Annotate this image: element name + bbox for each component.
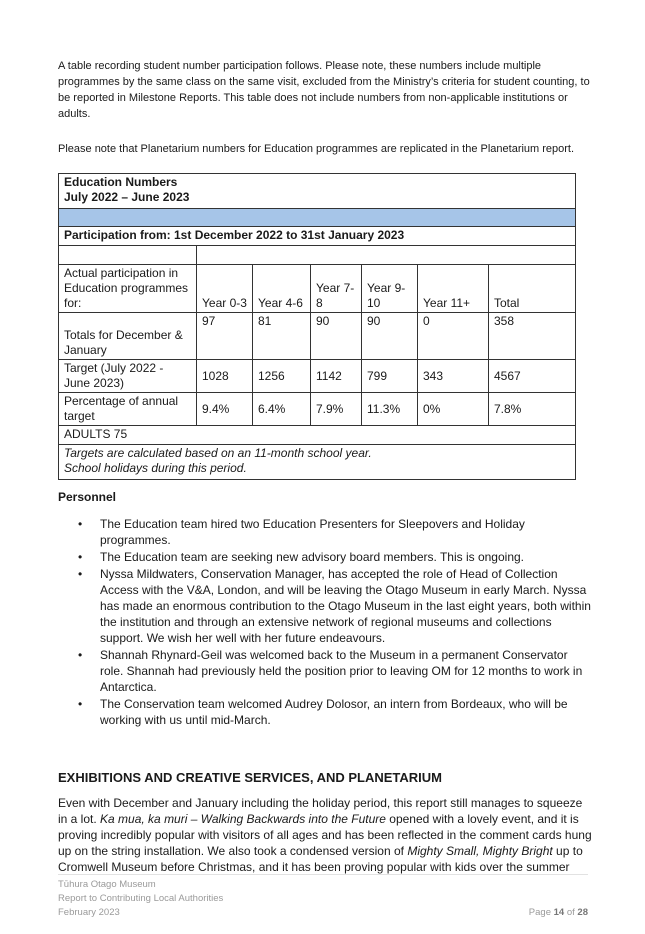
cell: 1142 [311, 360, 362, 393]
adults-count: ADULTS 75 [59, 426, 576, 445]
personnel-list [58, 516, 593, 729]
intro-paragraph: A table recording student number participation follows. Please note, these numbers include multiple programmes by the same class on the same visit, excluded from the Ministry’s criteria for student counting, to be reported in Milestone Reports. This table does not include numbers from non-applicable institutions or adults. [58, 60, 590, 120]
table-spacer-row [59, 246, 576, 265]
list-item: • The Education team hired two Education Presenters for Sleepovers and Holiday programmes. [78, 517, 525, 547]
header-year-9-10: Year 9-10 [362, 265, 418, 313]
table-row [59, 313, 576, 360]
bullet-icon: • [78, 550, 83, 564]
row-label: Totals for December & January [59, 313, 197, 360]
footnote-line2: School holidays during this period. [64, 461, 247, 475]
table-title [59, 174, 576, 209]
cell: 799 [362, 360, 418, 393]
cell: 7.8% [489, 393, 576, 426]
exhibitions-heading: EXHIBITIONS AND CREATIVE SERVICES, AND PLANETARIUM [58, 770, 443, 785]
footnote-line1: Targets are calculated based on an 11-month school year. [64, 446, 372, 460]
header-year-4-6: Year 4-6 [253, 265, 311, 313]
cell: 90 [311, 313, 362, 360]
table-header-row [59, 265, 576, 313]
footer-date: February 2023 [58, 907, 120, 918]
table-footnote [59, 445, 576, 480]
list-item: • The Conservation team welcomed Audrey Dolosor, an intern from Bordeaux, who will be working with us until mid-March. [78, 697, 568, 727]
list-item: • Nyssa Mildwaters, Conservation Manager, has accepted the role of Head of Collection Access with the V&A, London, and will be leaving the Otago Museum in early March. Nyssa has made an enormous contribution to the Otago Museum in the last eight years, both within the institution and through an extensive network of regional museums and collections support. We wish her well with her future endeavours. [78, 567, 591, 645]
cell: 1256 [253, 360, 311, 393]
table-title-line1: Education Numbers [64, 175, 178, 189]
cell: 81 [253, 313, 311, 360]
exhibition-title-mighty-small: Mighty Small, Mighty Bright [407, 844, 553, 858]
cell: 9.4% [197, 393, 253, 426]
header-year-11-plus: Year 11+ [418, 265, 489, 313]
bullet-icon: • [78, 517, 83, 531]
table-row [59, 360, 576, 393]
participation-period: Participation from: 1st December 2022 to 31st January 2023 [59, 227, 576, 246]
footer-org: Tūhura Otago Museum [58, 879, 156, 890]
exhibitions-paragraph: Even with December and January including the holiday period, this report still manages to squeeze in a lot. Ka mua, ka muri – Walking Backwards into the Future opened with a lovely event, and it is proving incredibly popular with visitors of all ages and has been reflected in the comment cards hung up on the string installation. We also took a condensed version of Mighty Small, Mighty Bright up to Cromwell Museum before Christmas, and it has been proving popular with kids over the summer [58, 796, 592, 874]
list-item: • The Education team are seeking new advisory board members. This is ongoing. [78, 550, 525, 564]
header-label: Actual participation in Education programmes for: [59, 265, 197, 313]
table-title-line2: July 2022 – June 2023 [64, 190, 190, 204]
cell: 11.3% [362, 393, 418, 426]
bullet-icon: • [78, 697, 83, 711]
row-label: Percentage of annual target [59, 393, 197, 426]
cell: 0 [418, 313, 489, 360]
cell: 4567 [489, 360, 576, 393]
row-label: Target (July 2022 - June 2023) [59, 360, 197, 393]
header-year-0-3: Year 0-3 [197, 265, 253, 313]
footer-report: Report to Contributing Local Authorities [58, 893, 224, 904]
education-numbers-table [58, 173, 576, 480]
planetarium-note: Please note that Planetarium numbers for Education programmes are replicated in the Planetarium report. [58, 143, 575, 155]
cell: 1028 [197, 360, 253, 393]
cell: 90 [362, 313, 418, 360]
page-footer [58, 874, 588, 920]
cell: 0% [418, 393, 489, 426]
bullet-icon: • [78, 648, 83, 662]
cell: 6.4% [253, 393, 311, 426]
cell: 343 [418, 360, 489, 393]
bullet-icon: • [78, 567, 83, 581]
list-item: • Shannah Rhynard-Geil was welcomed back to the Museum in a permanent Conservator role. Shannah had previously held the position prior to leaving OM for 12 months to work in Antarctica. [78, 648, 583, 694]
exhibition-title-ka-mua: Ka mua, ka muri – Walking Backwards into the Future [100, 812, 386, 826]
table-row [59, 393, 576, 426]
table-blue-band [59, 209, 576, 227]
header-year-7-8: Year 7-8 [311, 265, 362, 313]
header-total: Total [489, 265, 576, 313]
personnel-heading: Personnel [58, 490, 117, 504]
cell: 358 [489, 313, 576, 360]
page-number: Page 14 of 28 [528, 907, 588, 918]
cell: 7.9% [311, 393, 362, 426]
cell: 97 [197, 313, 253, 360]
